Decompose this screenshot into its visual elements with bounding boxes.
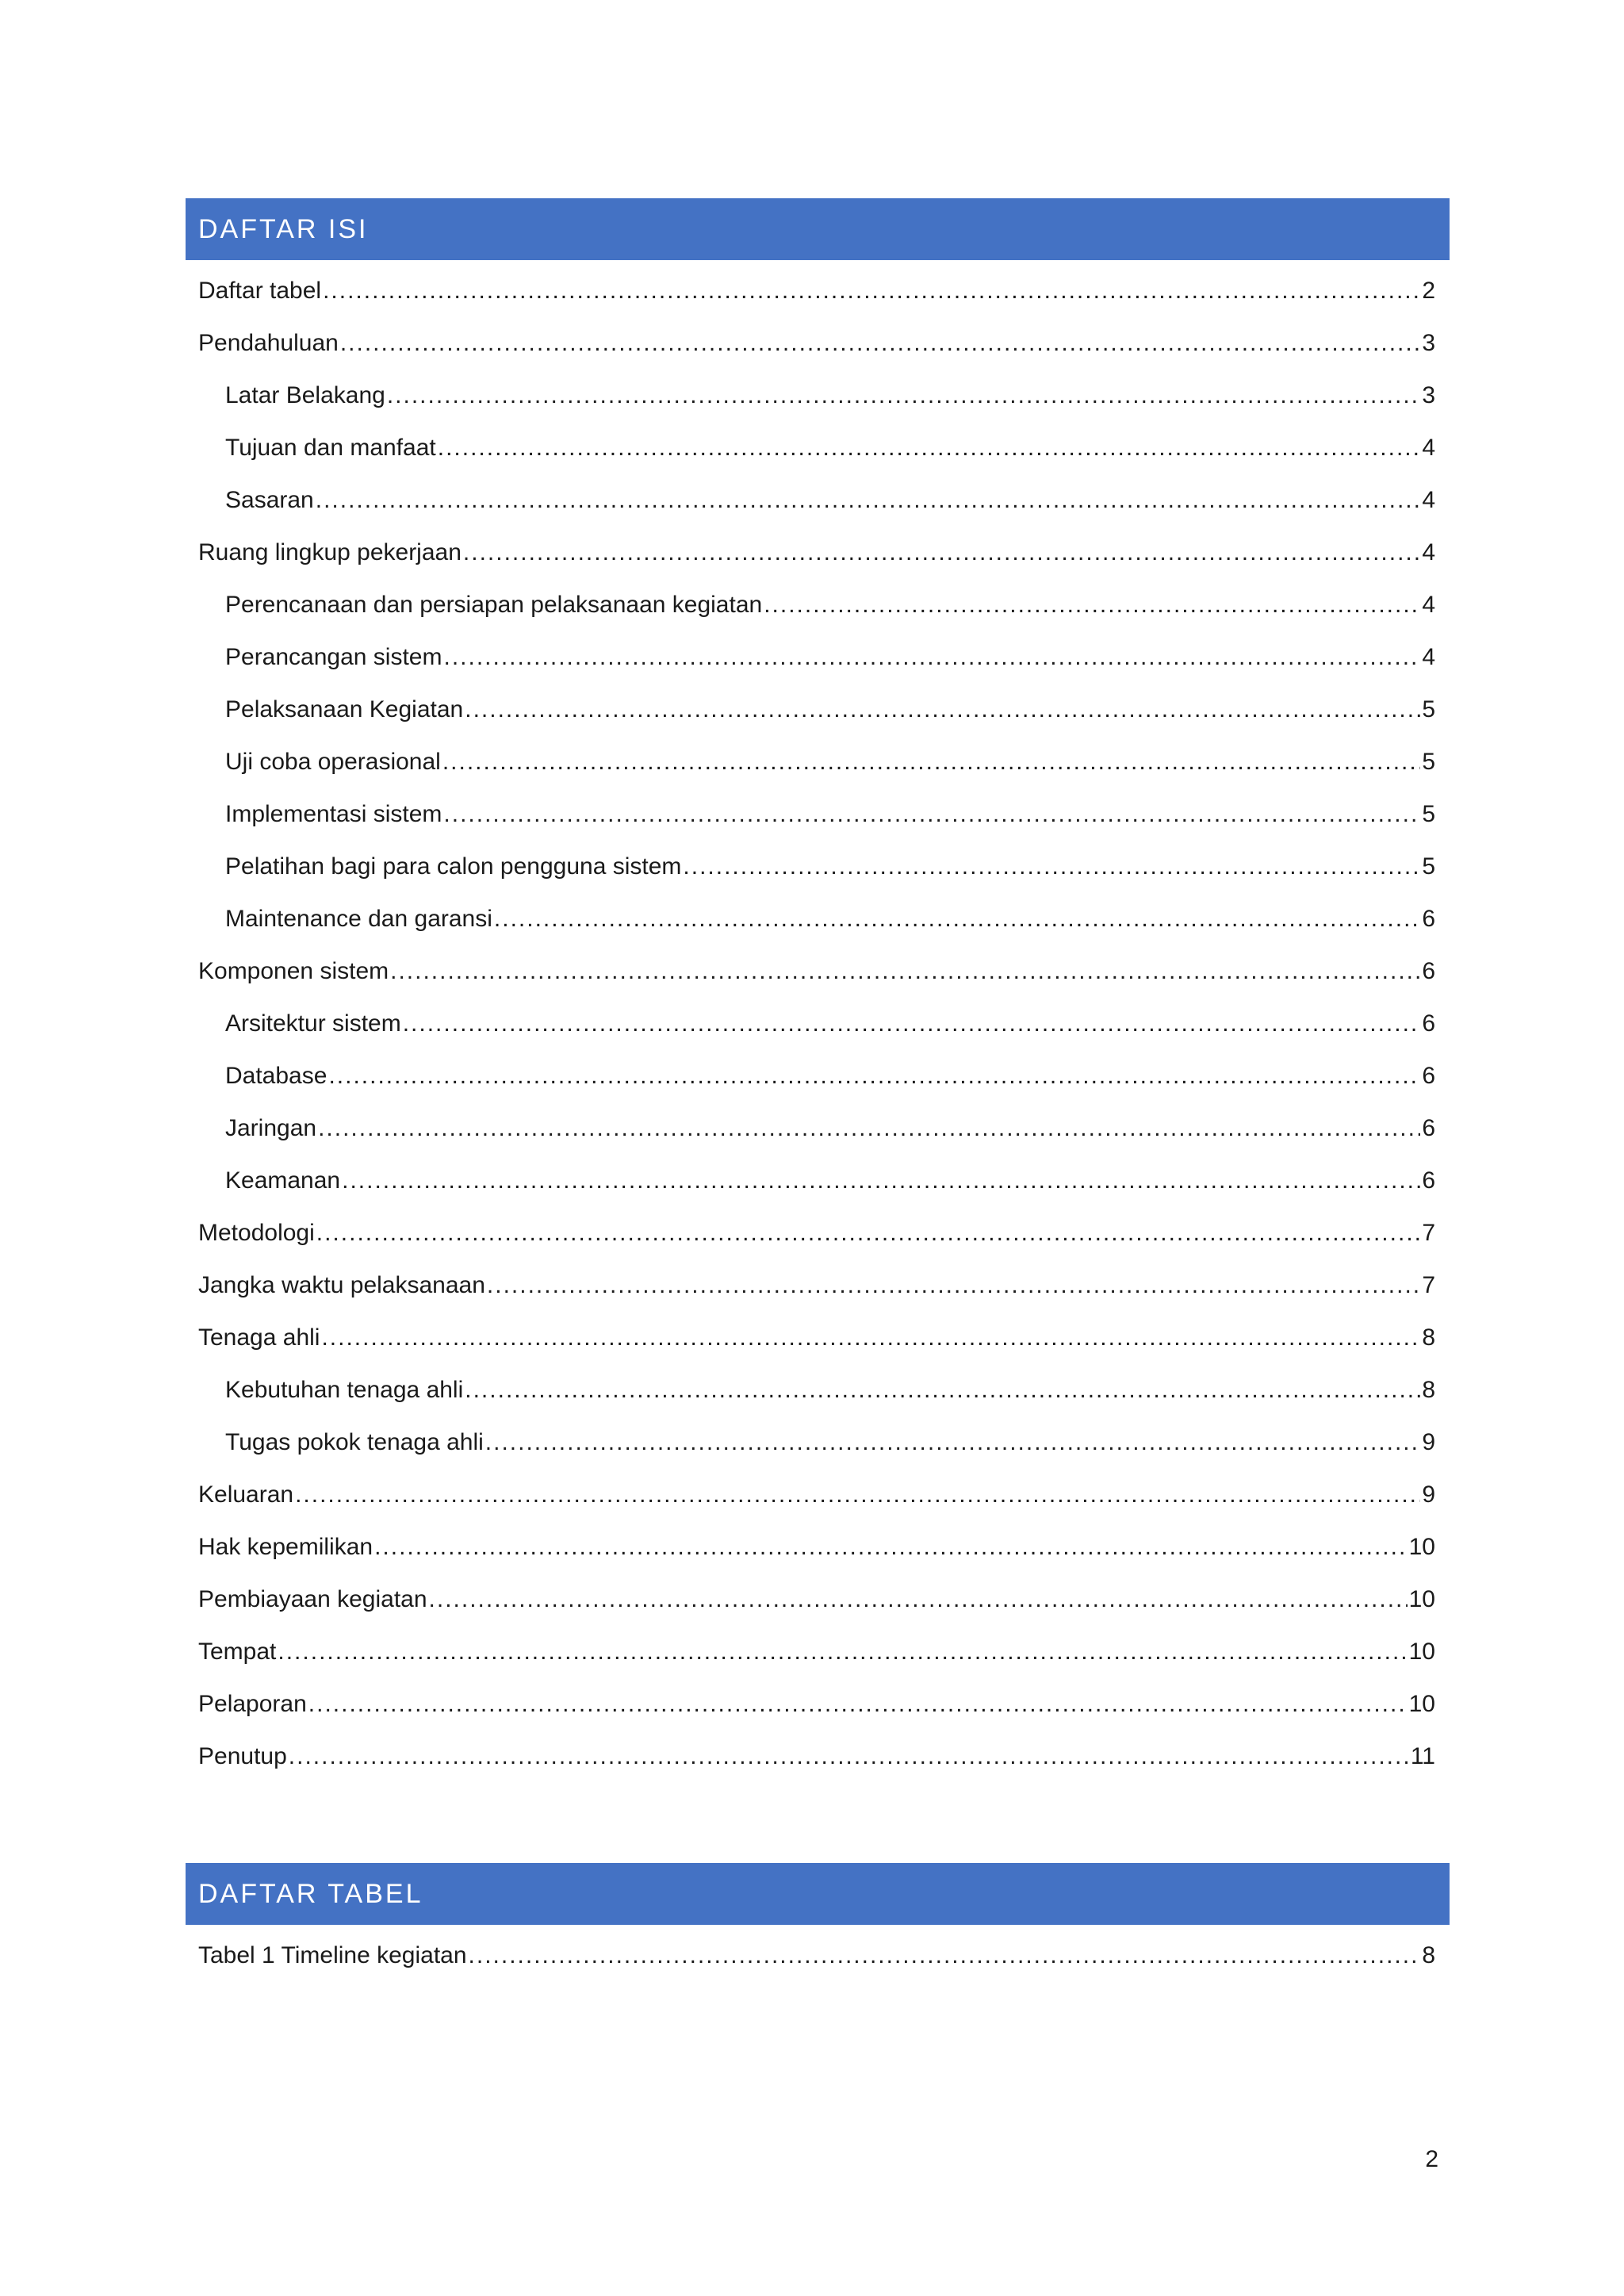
toc-entry-page: 8: [1422, 1377, 1435, 1403]
toc-entry-label: Tujuan dan manfaat: [225, 435, 436, 461]
toc-entry-page: 10: [1408, 1586, 1435, 1612]
toc-entry-page: 10: [1408, 1639, 1435, 1665]
toc-entry-page: 3: [1422, 382, 1435, 408]
toc-entry[interactable]: [198, 317, 1435, 370]
dot-leader: [764, 592, 1420, 619]
toc-entry[interactable]: [198, 422, 1435, 474]
toc-entry-page: 4: [1422, 435, 1435, 461]
toc-entry-page: 7: [1422, 1220, 1435, 1246]
toc-entry[interactable]: [198, 893, 1435, 945]
table-list-heading: DAFTAR TABEL: [186, 1863, 1450, 1925]
dot-leader: [683, 853, 1420, 880]
toc-entry-label: Pendahuluan: [198, 330, 339, 356]
toc-entry-label: Jaringan: [225, 1115, 317, 1141]
toc-entry[interactable]: [198, 1521, 1435, 1573]
toc-entry[interactable]: [198, 736, 1435, 788]
toc-entry-page: 8: [1422, 1942, 1435, 1968]
toc-entry[interactable]: [198, 1050, 1435, 1102]
dot-leader: [444, 644, 1421, 671]
toc-entry-label: Daftar tabel: [198, 278, 322, 304]
toc-entry[interactable]: [198, 1259, 1435, 1312]
dot-leader: [318, 1115, 1420, 1142]
toc-entry-label: Tenaga ahli: [198, 1324, 320, 1351]
toc-entry-label: Jangka waktu pelaksanaan: [198, 1272, 485, 1298]
dot-leader: [463, 539, 1420, 566]
dot-leader: [321, 1324, 1420, 1351]
dot-leader: [289, 1743, 1409, 1770]
toc-entry[interactable]: [198, 265, 1435, 317]
toc-list: [198, 265, 1435, 1783]
toc-entry-label: Perencanaan dan persiapan pelaksanaan kegiatan: [225, 592, 763, 618]
toc-entry[interactable]: [198, 1469, 1435, 1521]
dot-leader: [438, 435, 1421, 462]
toc-entry[interactable]: [198, 1155, 1435, 1207]
toc-entry-page: 9: [1422, 1481, 1435, 1508]
toc-entry-page: 6: [1422, 1167, 1435, 1194]
toc-entry[interactable]: [198, 1364, 1435, 1416]
toc-entry[interactable]: [198, 945, 1435, 998]
dot-leader: [308, 1691, 1408, 1718]
toc-entry[interactable]: [198, 474, 1435, 527]
toc-entry-page: 10: [1408, 1691, 1435, 1717]
toc-entry-label: Database: [225, 1063, 327, 1089]
toc-entry-label: Keluaran: [198, 1481, 294, 1508]
dot-leader: [442, 749, 1420, 776]
toc-entry-label: Penutup: [198, 1743, 287, 1769]
toc-entry-label: Sasaran: [225, 487, 314, 513]
toc-entry-page: 5: [1422, 801, 1435, 827]
dot-leader: [485, 1429, 1421, 1456]
toc-entry-page: 4: [1422, 592, 1435, 618]
toc-entry-label: Tempat: [198, 1639, 277, 1665]
toc-entry-page: 6: [1422, 1010, 1435, 1037]
toc-entry-label: Hak kepemilikan: [198, 1534, 373, 1560]
toc-entry[interactable]: [198, 1207, 1435, 1259]
toc-entry-page: 3: [1422, 330, 1435, 356]
toc-entry-page: 7: [1422, 1272, 1435, 1298]
toc-entry-label: Latar Belakang: [225, 382, 385, 408]
dot-leader: [403, 1010, 1421, 1037]
toc-entry[interactable]: [198, 1626, 1435, 1678]
toc-entry-page: 6: [1422, 1063, 1435, 1089]
toc-entry[interactable]: [198, 1416, 1435, 1469]
dot-leader: [487, 1272, 1420, 1299]
toc-entry-page: 9: [1422, 1429, 1435, 1455]
toc-entry-label: Uji coba operasional: [225, 749, 441, 775]
toc-entry[interactable]: [198, 1930, 1435, 1982]
toc-entry[interactable]: [198, 1731, 1435, 1783]
dot-leader: [340, 330, 1420, 357]
toc-entry-page: 6: [1422, 906, 1435, 932]
toc-entry-page: 6: [1422, 1115, 1435, 1141]
toc-entry-label: Arsitektur sistem: [225, 1010, 401, 1037]
toc-entry-label: Pelatihan bagi para calon pengguna sistem: [225, 853, 682, 880]
dot-leader: [387, 382, 1421, 409]
toc-entry[interactable]: [198, 631, 1435, 684]
toc-entry-label: Maintenance dan garansi: [225, 906, 492, 932]
toc-entry-page: 10: [1408, 1534, 1435, 1560]
toc-entry-label: Kebutuhan tenaga ahli: [225, 1377, 464, 1403]
dot-leader: [316, 1220, 1421, 1247]
toc-entry-page: 8: [1422, 1324, 1435, 1351]
toc-entry-label: Tabel 1 Timeline kegiatan: [198, 1942, 467, 1968]
dot-leader: [374, 1534, 1408, 1561]
dot-leader: [390, 958, 1420, 985]
toc-entry[interactable]: [198, 684, 1435, 736]
dot-leader: [328, 1063, 1420, 1090]
dot-leader: [494, 906, 1420, 933]
toc-entry[interactable]: [198, 998, 1435, 1050]
dot-leader: [465, 1377, 1420, 1404]
toc-entry-label: Keamanan: [225, 1167, 341, 1194]
toc-entry-page: 4: [1422, 644, 1435, 670]
toc-entry-label: Pembiayaan kegiatan: [198, 1586, 427, 1612]
dot-leader: [295, 1481, 1420, 1508]
toc-entry-label: Komponen sistem: [198, 958, 389, 984]
toc-entry[interactable]: [198, 527, 1435, 579]
toc-entry-page: 11: [1410, 1743, 1435, 1769]
toc-entry[interactable]: [198, 841, 1435, 893]
toc-entry-page: 2: [1422, 278, 1435, 304]
toc-entry-label: Metodologi: [198, 1220, 315, 1246]
toc-entry[interactable]: [198, 579, 1435, 631]
dot-leader: [316, 487, 1421, 514]
toc-entry[interactable]: [198, 788, 1435, 841]
toc-entry[interactable]: [198, 1678, 1435, 1731]
page-number: 2: [1425, 2146, 1438, 2172]
toc-entry[interactable]: [198, 1573, 1435, 1626]
dot-leader: [469, 1942, 1421, 1969]
dot-leader: [465, 696, 1420, 723]
toc-entry-page: 5: [1422, 696, 1435, 723]
dot-leader: [429, 1586, 1408, 1613]
toc-heading: DAFTAR ISI: [186, 198, 1450, 260]
toc-entry[interactable]: [198, 1102, 1435, 1155]
toc-entry[interactable]: [198, 1312, 1435, 1364]
toc-entry[interactable]: [198, 370, 1435, 422]
dot-leader: [278, 1639, 1407, 1665]
toc-entry-label: Perancangan sistem: [225, 644, 442, 670]
toc-entry-page: 6: [1422, 958, 1435, 984]
table-list: [198, 1930, 1435, 1982]
toc-entry-page: 4: [1422, 487, 1435, 513]
dot-leader: [342, 1167, 1420, 1194]
dot-leader: [443, 801, 1420, 828]
toc-entry-page: 5: [1422, 853, 1435, 880]
toc-entry-page: 5: [1422, 749, 1435, 775]
toc-entry-page: 4: [1422, 539, 1435, 565]
toc-entry-label: Implementasi sistem: [225, 801, 442, 827]
dot-leader: [323, 278, 1420, 305]
toc-entry-label: Pelaporan: [198, 1691, 307, 1717]
toc-entry-label: Ruang lingkup pekerjaan: [198, 539, 462, 565]
toc-entry-label: Tugas pokok tenaga ahli: [225, 1429, 484, 1455]
toc-entry-label: Pelaksanaan Kegiatan: [225, 696, 464, 723]
